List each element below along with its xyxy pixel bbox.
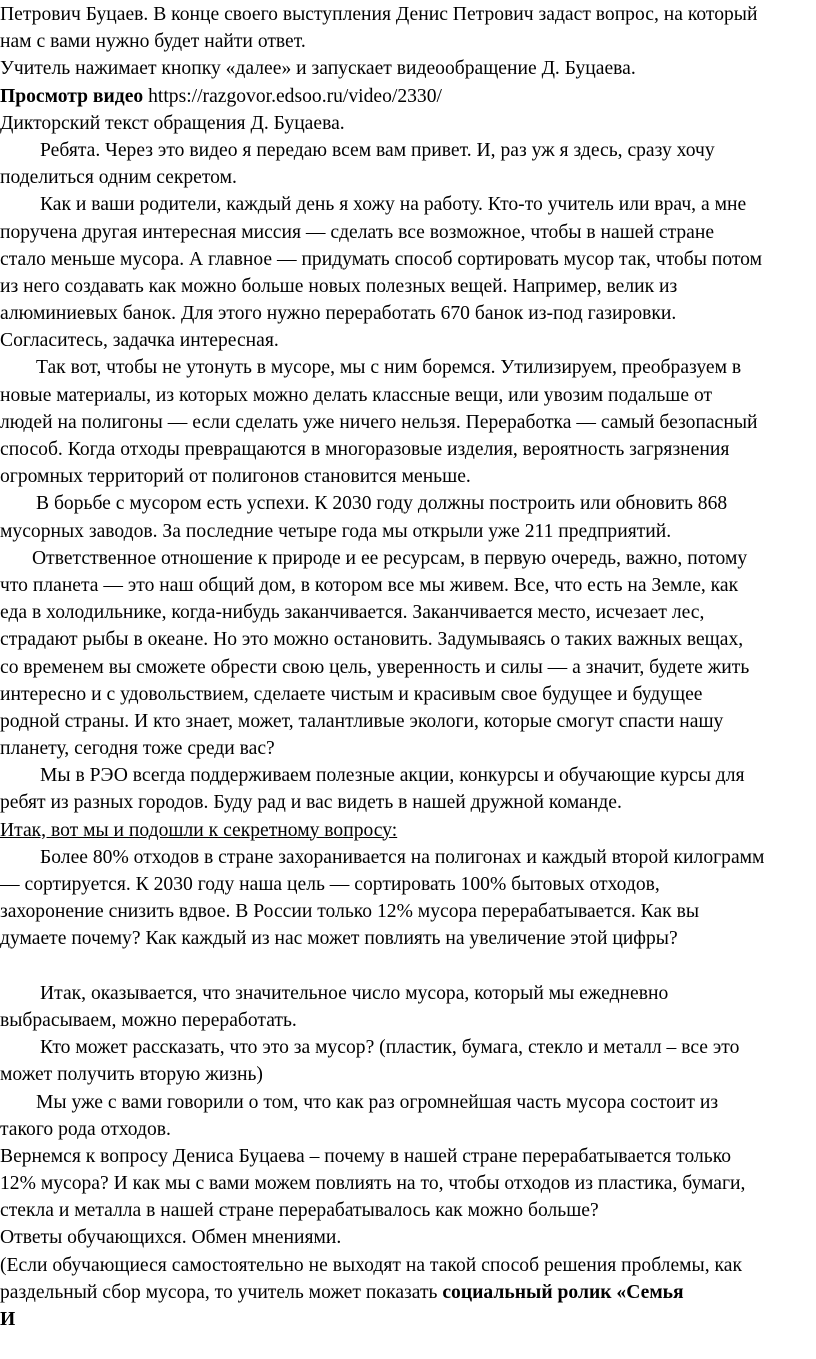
text-line: нам с вами нужно будет найти ответ.: [0, 31, 306, 53]
text-line: Дикторский текст обращения Д. Буцаева.: [0, 112, 345, 134]
text-line: новые материалы, из которых можно делать классные вещи, или увозим подальше от: [0, 384, 713, 406]
text-line: способ. Когда отходы превращаются в многоразовые изделия, вероятность загрязнения: [0, 439, 730, 460]
text-line: стекла и металла в нашей стране перерабатывалось как можно больше?: [0, 1200, 599, 1222]
text-line: поделиться одним секретом.: [0, 167, 237, 189]
text-line: Так вот, чтобы не утонуть в мусоре, мы с ним боремся. Утилизируем, преобразуем в: [36, 357, 742, 379]
text-line: поручена другая интересная миссия — сделать все возможное, чтобы в нашей стране: [0, 221, 715, 243]
text-line: Кто может рассказать, что это за мусор? (пластик, бумага, стекло и металл – все это: [40, 1037, 740, 1059]
text-line: Петрович Буцаев. В конце своего выступления Денис Петрович задаст вопрос, на который: [0, 4, 758, 25]
text-line: со временем вы сможете обрести свою цель, уверенность и силы — а значит, будете жить: [0, 656, 750, 678]
video-heading: Просмотр видео: [0, 85, 144, 107]
text-line: [0, 1279, 816, 1306]
social-video-title-continued: И: [0, 1309, 16, 1330]
text-line: огромных территорий от полигонов становится меньше.: [0, 466, 471, 488]
text-line: В борьбе с мусором есть успехи. К 2030 году должны построить или обновить 868: [36, 493, 728, 515]
text-line: выбрасываем, можно переработать.: [0, 1009, 297, 1031]
text-line: Ответы обучающихся. Обмен мнениями.: [0, 1227, 342, 1249]
text-line: Мы в РЭО всегда поддерживаем полезные акции, конкурсы и обучающие курсы для: [40, 765, 745, 787]
text-fragment: раздельный сбор мусора, то учитель может показать: [0, 1281, 443, 1303]
text-line: что планета — это наш общий дом, в котором все мы живем. Все, что есть на Земле, как: [0, 574, 739, 596]
text-line: Ребята. Через это видео я передаю всем вам привет. И, раз уж я здесь, сразу хочу: [40, 139, 715, 161]
text-line: — сортируется. К 2030 году наша цель — сортировать 100% бытовых отходов,: [0, 874, 660, 895]
text-line: стало меньше мусора. А главное — придумать способ сортировать мусор так, чтобы потом: [0, 248, 762, 270]
text-line: планету, сегодня тоже среди вас?: [0, 738, 275, 760]
text-line: интересно и с удовольствием, сделаете чистым и красивым свое будущее и будущее: [0, 683, 703, 705]
text-line: Мы уже с вами говорили о том, что как раз огромнейшая часть мусора состоит из: [36, 1091, 719, 1113]
text-line: Вернемся к вопросу Дениса Буцаева – почему в нашей стране перерабатывается только: [0, 1145, 732, 1167]
text-line: (Если обучающиеся самостоятельно не выходят на такой способ решения проблемы, как: [0, 1254, 742, 1276]
text-line: страдают рыбы в океане. Но это можно остановить. Задумываясь о таких важных вещах,: [0, 629, 744, 651]
text-line: людей на полигоны — если сделать уже ничего нельзя. Переработка — самый безопасный: [0, 411, 758, 433]
text-line: захоронение снизить вдвое. В России только 12% мусора перерабатывается. Как вы: [0, 901, 699, 923]
video-line: [0, 83, 816, 110]
text-line: Ответственное отношение к природе и ее ресурсам, в первую очередь, важно, потому: [32, 547, 748, 569]
text-line: Более 80% отходов в стране захоранивается на полигонах и каждый второй килограмм: [40, 846, 765, 868]
text-line: мусорных заводов. За последние четыре года мы открыли уже 211 предприятий.: [0, 520, 672, 542]
text-line: Согласитесь, задачка интересная.: [0, 330, 279, 352]
blank-line: [0, 953, 816, 980]
text-line: такого рода отходов.: [0, 1118, 171, 1140]
text-line: из него создавать как можно больше новых полезных вещей. Например, велик из: [0, 275, 678, 297]
social-video-title: социальный ролик «Семья: [442, 1281, 684, 1303]
video-link[interactable]: https://razgovor.edsoo.ru/video/2330/: [143, 85, 442, 107]
text-line: Учитель нажимает кнопку «далее» и запускает видеообращение Д. Буцаева.: [0, 58, 636, 80]
text-line: родной страны. И кто знает, может, талантливые экологи, которые смогут спасти нашу: [0, 710, 724, 732]
text-line: алюминиевых банок. Для этого нужно переработать 670 банок из-под газировки.: [0, 303, 677, 325]
text-line: Итак, оказывается, что значительное число мусора, который мы ежедневно: [40, 982, 669, 1004]
secret-question-heading: Итак, вот мы и подошли к секретному вопросу:: [0, 819, 398, 841]
text-line: думаете почему? Как каждый из нас может повлиять на увеличение этой цифры?: [0, 928, 678, 950]
text-line: Как и ваши родители, каждый день я хожу на работу. Кто-то учитель или врач, а мне: [40, 194, 747, 216]
text-line: ребят из разных городов. Буду рад и вас видеть в нашей дружной команде.: [0, 792, 622, 814]
text-line: еда в холодильнике, когда-нибудь заканчивается. Заканчивается место, исчезает лес,: [0, 602, 705, 624]
text-line: может получить вторую жизнь): [0, 1064, 263, 1086]
text-line: 12% мусора? И как мы с вами можем повлиять на то, чтобы отходов из пластика, бумаги,: [0, 1173, 746, 1195]
document-text: [0, 1, 816, 1333]
text-line: [0, 1306, 816, 1333]
